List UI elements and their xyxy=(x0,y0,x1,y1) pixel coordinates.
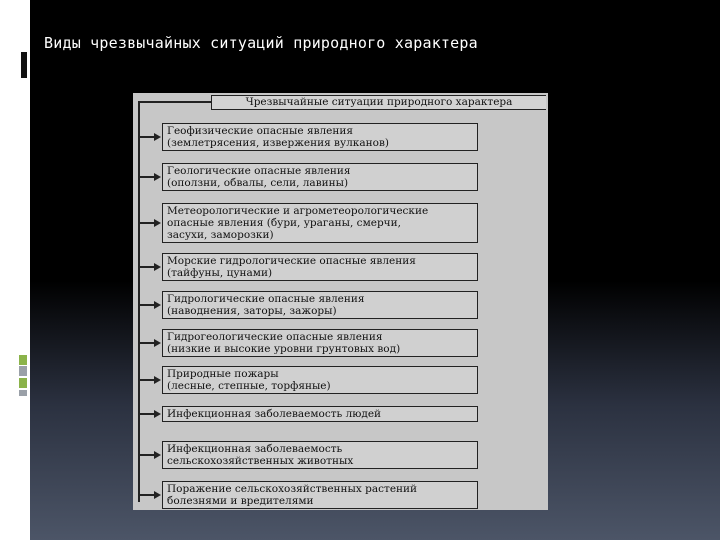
node-text-line: Природные пожары xyxy=(167,368,279,380)
node-connector xyxy=(138,494,154,496)
node-text-line: Геологические опасные явления xyxy=(167,165,351,177)
node-connector xyxy=(138,342,154,344)
node-text-line: (тайфуны, цунами) xyxy=(167,267,273,279)
node-text-line: Поражение сельскохозяйственных растений xyxy=(167,483,418,495)
node-text-line: Инфекционная заболеваемость xyxy=(167,443,343,455)
node-text-line: (низкие и высокие уровни грунтовых вод) xyxy=(167,343,401,355)
title-accent-bar xyxy=(19,50,29,80)
diagram-node-box xyxy=(162,329,478,357)
arrow-right-icon xyxy=(154,339,161,347)
arrow-right-icon xyxy=(154,263,161,271)
left-margin-strip xyxy=(0,0,30,540)
classification-diagram xyxy=(133,93,548,510)
slide-title: Виды чрезвычайных ситуаций природного характера xyxy=(44,34,478,52)
diagram-node-box xyxy=(162,203,478,243)
node-text-line: Гидрологические опасные явления xyxy=(167,293,365,305)
arrow-right-icon xyxy=(154,219,161,227)
arrow-right-icon xyxy=(154,491,161,499)
diagram-node-box xyxy=(162,291,478,319)
node-text-line: засухи, заморозки) xyxy=(167,229,274,241)
arrow-right-icon xyxy=(154,173,161,181)
node-connector xyxy=(138,413,154,415)
diagram-node-box xyxy=(162,481,478,509)
diagram-node-box xyxy=(162,366,478,394)
node-text-line: болезнями и вредителями xyxy=(167,495,314,507)
arrow-right-icon xyxy=(154,410,161,418)
node-connector xyxy=(138,266,154,268)
node-text-line: Гидрогеологические опасные явления xyxy=(167,331,383,343)
diagram-node-box xyxy=(162,441,478,469)
arrow-right-icon xyxy=(154,376,161,384)
node-text-line: Инфекционная заболеваемость людей xyxy=(167,408,382,420)
accent-bar-green-1 xyxy=(19,355,27,365)
accent-bar-gray-1 xyxy=(19,366,27,376)
arrow-right-icon xyxy=(154,301,161,309)
diagram-node-box xyxy=(162,123,478,151)
node-connector xyxy=(138,304,154,306)
diagram-node-box xyxy=(162,406,478,422)
arrow-right-icon xyxy=(154,451,161,459)
accent-bar-green-2 xyxy=(19,378,27,388)
arrow-right-icon xyxy=(154,133,161,141)
node-connector xyxy=(138,379,154,381)
accent-bar-gray-2 xyxy=(19,390,27,396)
node-text-line: (землетрясения, извержения вулканов) xyxy=(167,137,389,149)
diagram-node-box xyxy=(162,163,478,191)
node-text-line: (наводнения, заторы, зажоры) xyxy=(167,305,337,317)
node-text-line: Морские гидрологические опасные явления xyxy=(167,255,416,267)
node-text-line: (лесные, степные, торфяные) xyxy=(167,380,331,392)
node-connector xyxy=(138,136,154,138)
node-text-line: Геофизические опасные явления xyxy=(167,125,353,137)
diagram-trunk-line xyxy=(138,102,140,502)
diagram-node-box xyxy=(162,253,478,281)
node-connector xyxy=(138,454,154,456)
diagram-connector-top xyxy=(138,101,212,103)
node-connector xyxy=(138,222,154,224)
node-connector xyxy=(138,176,154,178)
node-text-line: опасные явления (бури, ураганы, смерчи, xyxy=(167,217,401,229)
node-text-line: (оползни, обвалы, сели, лавины) xyxy=(167,177,349,189)
node-text-line: Метеорологические и агрометеорологические xyxy=(167,205,429,217)
diagram-root-box: Чрезвычайные ситуации природного характера xyxy=(211,95,546,110)
node-text-line: сельскохозяйственных животных xyxy=(167,455,354,467)
